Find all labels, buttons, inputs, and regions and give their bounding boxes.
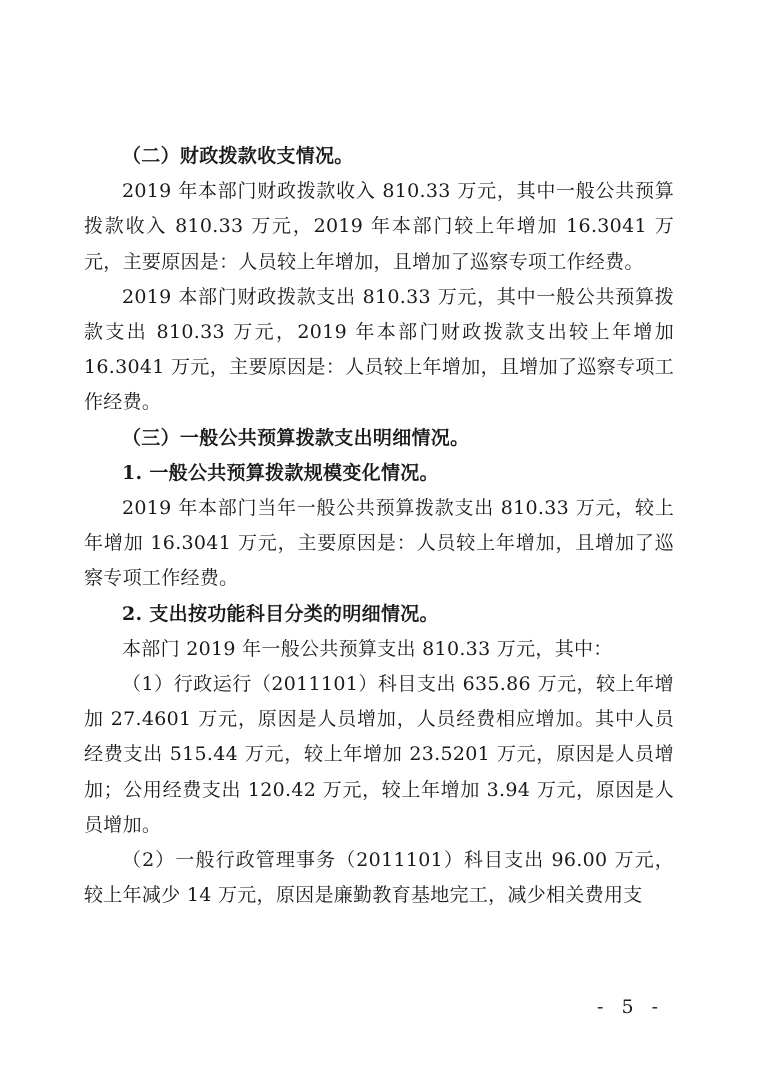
paragraph-fiscal-income: 2019 年本部门财政拨款收入 810.33 万元，其中一般公共预算拨款收入 810.33 万元，2019 年本部门较上年增加 16.3041 万元，主要原因是：人员较上年增加，且增加了巡察专项工作经费。	[84, 180, 674, 273]
subheading-scale-change: 1. 一般公共预算拨款规模变化情况。	[122, 461, 439, 484]
paragraph-fiscal-expenditure: 2019 本部门财政拨款支出 810.33 万元，其中一般公共预算拨款支出 810.33 万元，2019 年本部门财政拨款支出较上年增加 16.3041 万元，主要原因是：人员较上年增加，且增加了巡察专项工作经费。	[84, 285, 674, 414]
page-number: - 5 -	[596, 996, 664, 1018]
paragraph-item-administrative-operation: （1）行政运行（2011101）科目支出 635.86 万元，较上年增加 27.4601 万元，原因是人员增加，人员经费相应增加。其中人员经费支出 515.44 万元，较上年增加 23.5201 万元，原因是人员增加；公用经费支出 120.42 万元，较上年增加 3.94 万元，原因是人员增加。	[84, 673, 674, 836]
document-body	[84, 139, 674, 913]
section-heading-fiscal-income-expenditure: （二）财政拨款收支情况。	[122, 145, 354, 167]
paragraph-item-general-administration: （2）一般行政管理事务（2011101）科目支出 96.00 万元，较上年减少 14 万元，原因是廉勤教育基地完工，减少相关费用支	[84, 849, 674, 907]
section-heading-budget-details: （三）一般公共预算拨款支出明细情况。	[122, 426, 470, 449]
subheading-functional-classification: 2. 支出按功能科目分类的明细情况。	[122, 602, 439, 625]
paragraph-budget-total: 本部门 2019 年一般公共预算支出 810.33 万元，其中：	[122, 637, 613, 660]
paragraph-scale-change: 2019 年本部门当年一般公共预算拨款支出 810.33 万元，较上年增加 16.3041 万元，主要原因是：人员较上年增加，且增加了巡察专项工作经费。	[84, 497, 674, 590]
